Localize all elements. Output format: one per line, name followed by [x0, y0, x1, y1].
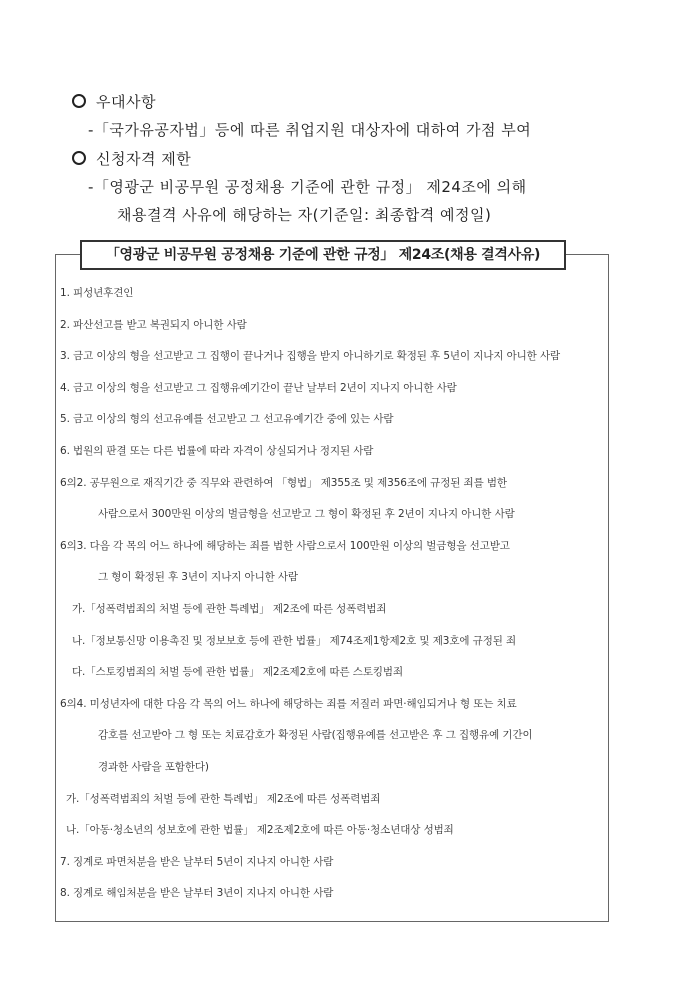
list-item: 감호를 선고받아 그 형 또는 치료감호가 확정된 사람(집행유예를 선고받은 후 그 집행유예 기간이: [98, 729, 533, 742]
list-item: 8. 징계로 해임처분을 받은 날부터 3년이 지나지 아니한 사람: [60, 887, 334, 900]
list-item: 3. 금고 이상의 형을 선고받고 그 집행이 끝나거나 집행을 받지 아니하기로 확정된 후 5년이 지나지 아니한 사람: [60, 350, 561, 363]
list-item: 가.「성폭력범죄의 처벌 등에 관한 특례법」 제2조에 따른 성폭력범죄: [66, 792, 381, 805]
box-title: 「영광군 비공무원 공정채용 기준에 관한 규정」 제24조(채용 결격사유): [80, 240, 566, 270]
list-item: 4. 금고 이상의 형을 선고받고 그 집행유예기간이 끝난 날부터 2년이 지나지 아니한 사람: [60, 381, 457, 394]
list-item: 2. 파산선고를 받고 복권되지 아니한 사람: [60, 318, 247, 331]
list-item: 5. 금고 이상의 형의 선고유예를 선고받고 그 선고유예기간 중에 있는 사람: [60, 413, 394, 426]
heading-text: 우대사항: [96, 93, 156, 111]
list-item: 사람으로서 300만원 이상의 벌금형을 선고받고 그 형이 확정된 후 2년이 지나지 아니한 사람: [98, 508, 515, 521]
heading-text: 신청자격 제한: [96, 150, 192, 168]
list-item: 1. 피성년후견인: [60, 287, 134, 299]
section-heading-restriction: [72, 148, 191, 169]
list-item: 6의4. 미성년자에 대한 다음 각 목의 어느 하나에 해당하는 죄를 저질러 파면·해임되거나 형 또는 치료: [60, 697, 517, 710]
section-line: -「국가유공자법」등에 따른 취업지원 대상자에 대하여 가점 부여: [88, 121, 532, 139]
list-item: 7. 징계로 파면처분을 받은 날부터 5년이 지나지 아니한 사람: [60, 855, 334, 868]
list-item: 6. 법원의 판결 또는 다른 법률에 따라 자격이 상실되거나 정지된 사람: [60, 445, 374, 457]
list-item: 경과한 사람을 포함한다): [98, 761, 209, 773]
circle-bullet-icon: [72, 151, 86, 165]
list-item: 가.「성폭력범죄의 처벌 등에 관한 특례법」 제2조에 따른 성폭력범죄: [72, 603, 387, 615]
section-line: 채용결격 사유에 해당하는 자(기준일: 최종합격 예정일): [117, 206, 492, 224]
list-item: 6의2. 공무원으로 재직기간 중 직무와 관련하여 「형법」 제355조 및 제356조에 규정된 죄를 범한: [60, 476, 507, 489]
list-item: 나.「아동·청소년의 성보호에 관한 법률」 제2조제2호에 따른 아동·청소년대상 성범죄: [66, 824, 454, 837]
section-line: -「영광군 비공무원 공정채용 기준에 관한 규정」 제24조에 의해: [88, 178, 527, 196]
section-heading-preference: [72, 91, 156, 112]
list-item: 6의3. 다음 각 목의 어느 하나에 해당하는 죄를 범한 사람으로서 100만원 이상의 벌금형을 선고받고: [60, 539, 510, 552]
list-item: 나.「정보통신망 이용촉진 및 정보보호 등에 관한 법률」 제74조제1항제2호 및 제3호에 규정된 죄: [72, 634, 517, 647]
list-item: 다.「스토킹범죄의 처벌 등에 관한 법률」 제2조제2호에 따른 스토킹범죄: [72, 666, 404, 679]
circle-bullet-icon: [72, 94, 86, 108]
list-item: 그 형이 확정된 후 3년이 지나지 아니한 사람: [98, 571, 298, 584]
